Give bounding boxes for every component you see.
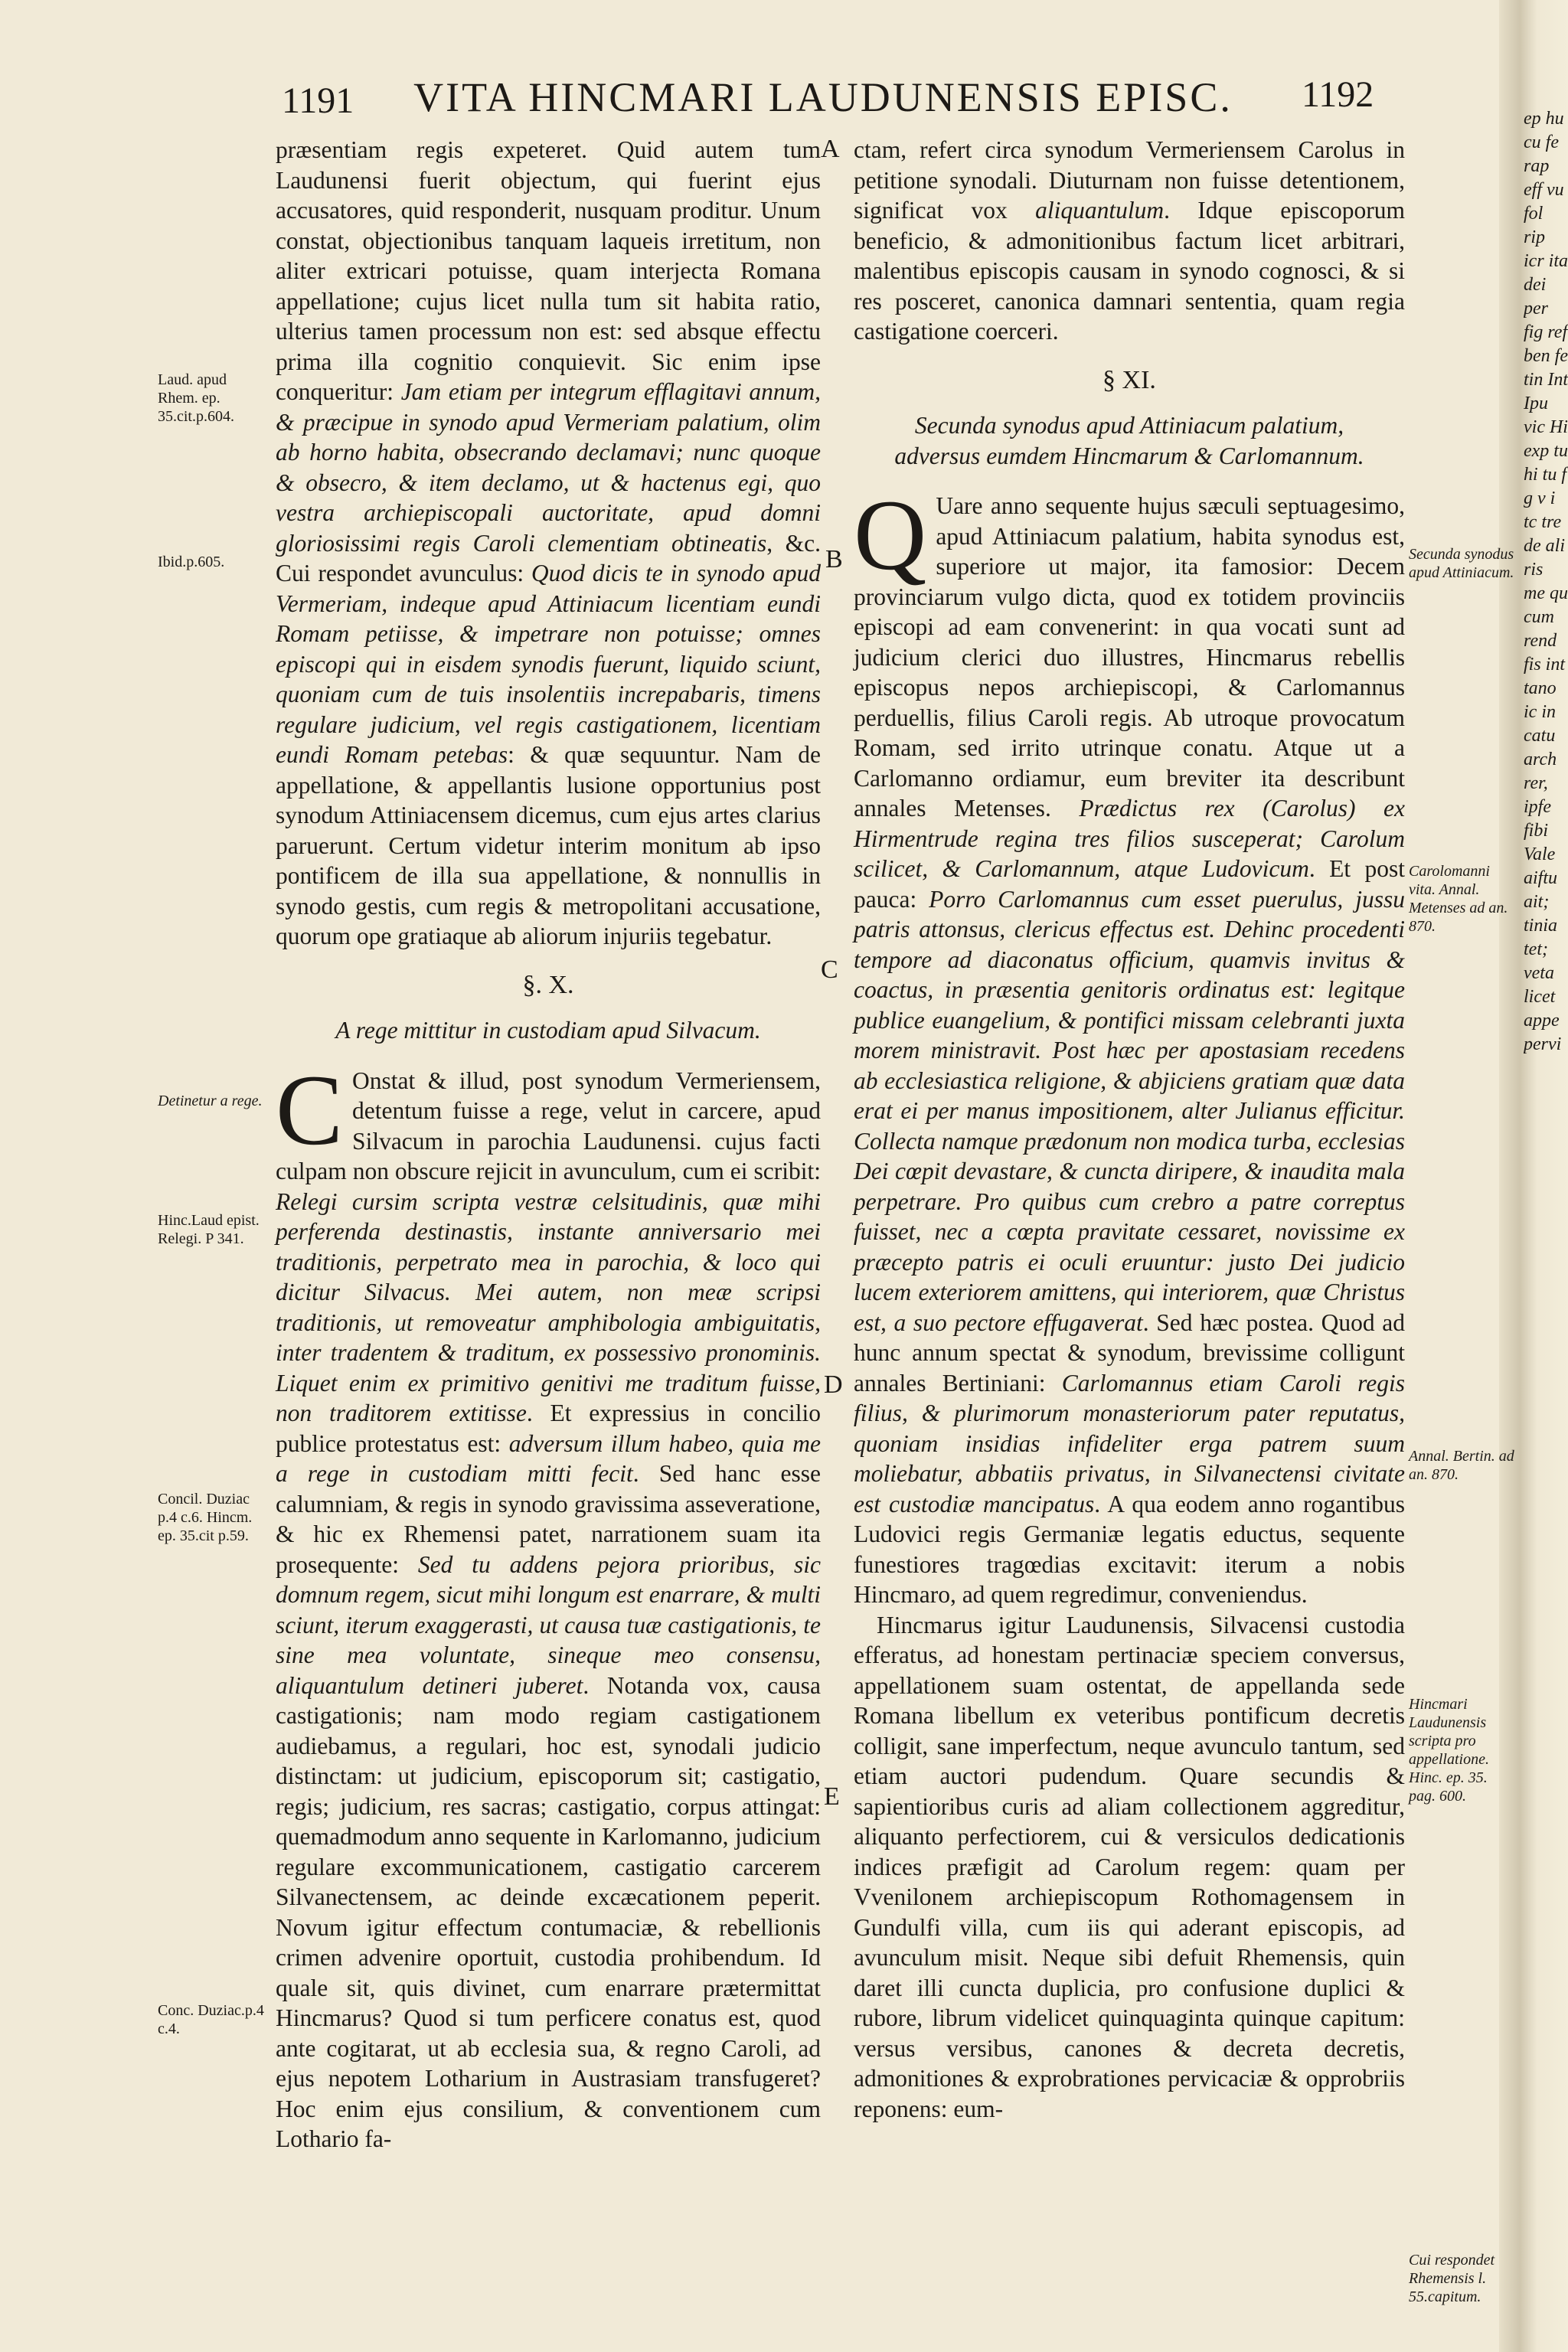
page-number-left: 1191 bbox=[282, 80, 354, 121]
section-letter-c: C bbox=[821, 956, 838, 984]
section-heading-xi: § XI. bbox=[1102, 365, 1156, 394]
page-number-right: 1192 bbox=[1302, 74, 1374, 115]
right-text-column bbox=[854, 135, 1405, 2124]
section-heading-x: §. X. bbox=[522, 970, 574, 999]
left-text-column bbox=[276, 135, 821, 2154]
margin-note-left-6: Conc. Duziac.p.4 c.4. bbox=[158, 2002, 264, 2037]
margin-note-left-2: Ibid.p.605. bbox=[158, 554, 225, 570]
right-paragraph-2: Q Uare anno sequente hujus sæculi septuagesimo, apud Attiniacum palatium, habita synodus est, superiore ut major, ita famosior: Decem provinciarum vulgo dicta, quod ex totidem provinciis episcopi ad eam convenerint: in qua vocati sunt ad judicium clerici duo illustres, Hincmarus rebellis episcopus nepos archiepiscopi, & Carlomannus perduellis, filius Caroli regis. Ab utroque provocatum Romam, sed irrito utrinque conatu. Atque ut a Carlomanno ordiamur, eum breviter ita describunt annales Metenses. Prædictus rex (Carolus) ex Hirmentrude regina tres filios susceperat; Carolum scilicet, & Carlomannum, atque Ludovicum. Et post pauca: Porro Carlomannus cum esset puerulus, jussu patris attonsus, clericus effectus est. Dehinc procedenti tempore ad diaconatus officium, quamvis invitus & coactus, in præsentia genitoris ordinatus est: legitque publice euangelium, & pontifici missam celebranti juxta morem ministravit. Post hæc per apostasiam recedens ab ecclesiastica religione, & abjiciens gratiam quæ data erat ei per manus impositionem, alter Julianus efficitur. Collecta namque prædonum non modica turba, ecclesias Dei cœpit devastare, & cuncta diripere, & inaudita mala perpetrare. Pro quibus cum crebro a patre correptus fuisset, nec a cœpta pravitate cessaret, novissime ex præcepto patris ei oculi eruuntur: justo Dei judicio lucem exteriorem amittens, qui interiorem, quæ Christus est, a suo pectore effugaverat. Sed hæc postea. Quod ad hunc annum spectat & synodum, brevissime colligunt annales Bertiniani: Carlomannus etiam Caroli regis filius, & plurimorum monasteriorum pater reputatus, quoniam insidias infideliter erga patrem suum moliebatur, abbatiis privatus, in Silvanectensi civitate est custodiæ mancipatus. A qua eodem anno rogantibus Ludovici regis Germaniæ legatis eductus, sequente funestiores tragœdias excitavit: iterum a nobis Hincmaro, ad quem regredimur, conveniendus. bbox=[854, 479, 1405, 1608]
drop-cap-q: Q bbox=[854, 479, 927, 591]
drop-cap-c: C bbox=[276, 1053, 344, 1166]
margin-note-left-3: Detinetur a rege. bbox=[158, 1093, 263, 1109]
section-letter-b: B bbox=[825, 545, 843, 573]
section-letter-e: E bbox=[824, 1782, 840, 1811]
right-paragraph-1: ctam, refert circa synodum Vermeriensem Carolus in petitione synodali. Diuturnam non fuisse detentionem, significat vox aliquantulum. Idque episcoporum beneficio, & admonitionibus factum licet arbitrari, malentibus episcopis causam in synodo cognosci, & si res posceret, canonica damnari sententia, quam regia castigatione coerceri. bbox=[854, 136, 1406, 345]
margin-note-right-5: Cui respondet Rhemensis l. 55.capitum. bbox=[1409, 2252, 1495, 2305]
left-paragraph-1: præsentiam regis expeteret. Quid autem tum Laudunensi fuerit objectum, qui fuerint ejus accusatores, quid responderit, nusquam proditur. Unum constat, objectionibus tanquam laqueis irretitum, non aliter extricari potuisse, quam interjecta Romana appellatione; cujus licet nulla tum sit habita ratio, ulterius tamen processum non est: sed absque effectu prima illa cognitio conquievit. Sic enim ipse conqueritur: Jam etiam per integrum efflagitavi annum, & præcipue in synodo apud Vermeriam palatium, olim ab horno habita, obsecrando declamavi; nunc quoque & obsecro, & item declamo, ut & hactenus egi, quo vestra archiepiscopali auctoritate, apud domni gloriosissimi regis Caroli clementiam obtineatis, &c. Cui respondet avunculus: Quod dicis te in synodo apud Vermeriam, indeque apud Attiniacum licentiam eundi Romam petiisse, & impetrare non potuisse; omnes episcopi qui in eisdem synodis fuerunt, liquido sciunt, quoniam cum de tuis insolentiis increpabaris, timens regulare judicium, vel regis castigationem, licentiam eundi Romam petebas: & quæ sequuntur. Nam de appellatione, & appellantis lusione opportunius post synodum Attiniacensem dicemus, cum ejus artes clarius paruerunt. Certum videtur interim monitum ab ipso pontificem de illa sua appellatione, & nonnullis in synodo gestis, cum regis & metropolitani accusatione, quorum ope gratiaque ab aliorum injuriis tegebatur. bbox=[276, 136, 822, 949]
margin-note-right-2: Carolomanni vita. Annal. Metenses ad an. 870. bbox=[1409, 863, 1508, 935]
margin-note-right-1: Secunda synodus apud Attiniacum. bbox=[1409, 546, 1514, 581]
right-paragraph-3: Hincmarus igitur Laudunensis, Silvacensi custodia efferatus, ad honestam pertinaciæ speciem conversus, appellationem suam ostentat, de appellanda sede Romana libellum ex veteribus pontificum decretis colligit, sane imperfectum, neque avunculo tantum, sed etiam auctori pudendum. Quare secundis & sapientioribus curis ad aliam collectionem aggreditur, aliquanto perfectiorem, cui & versiculos dedicationis indices præfigit ad Carolum regem: quam per Vvenilonem archiepiscopum Rothomagensem in Gundulfi villa, cum iis qui aderant episcopis, ad avunculum misit. Neque sibi defuit Rhemensis, quin daret illi cuncta duplicia, pro confusione duplici & rubore, librum videlicet quinquaginta quinque capitum: versus versibus, canones & decreta decretis, admonitiones & exprobrationes pervicaciæ & opprobriis reponens: eum- bbox=[854, 1611, 1405, 2122]
section-title-x: A rege mittitur in custodiam apud Silvacum. bbox=[335, 1017, 761, 1044]
facing-page-edge-text: ep hu cu fe rap eff vu fol rip icr ita dei per fig ref ben fe tin Int Ipu vic Hi exp tu hi tu f g v i tc tre de ali ris me qu cum rend fis int tano ic in catu arch rer, ipfe fibi Vale aiftu ait; tinia tet; veta licet appe pervi bbox=[1524, 109, 1568, 1054]
margin-note-right-3: Annal. Bertin. ad an. 870. bbox=[1409, 1448, 1514, 1483]
margin-note-right-4: Hincmari Laudunensis scripta pro appellatione. Hinc. ep. 35. pag. 600. bbox=[1409, 1696, 1489, 1805]
left-paragraph-2: C Onstat & illud, post synodum Vermeriensem, detentum fuisse a rege, velut in carcere, apud Silvacum in parochia Laudunensi. cujus facti culpam non obscure rejicit in avunculum, cum ei scribit: Relegi cursim scripta vestræ celsitudinis, quæ mihi perferenda destinastis, instante anniversario mei traditionis, perpetrato mea in parochia, & loco qui dicitur Silvacus. Mei autem, non meæ scripsi traditionis, ut removeatur amphibologia ambiguitatis, inter tradentem & traditum, ex possessivo pronominis. Liquet enim ex primitivo genitivi me traditum fuisse, non traditorem extitisse. Et expressius in concilio publice protestatus est: adversum illum habeo, quia me a rege in custodiam mitti fecit. Sed hanc esse calumniam, & regis in synodo gravissima asseveratione, & hic ex Rhemensi patet, narrationem suam ita prosequente: Sed tu addens pejora prioribus, sic domnum regem, sicut mihi longum est enarrare, & multi sciunt, iterum exaggerasti, ut causa tuæ castigationis, te sine mea voluntate, sineque meo consensu, aliquantulum detineri juberet. Notanda vox, causa castigationis; nam modo regiam castigationem audiebamus, a regulari, hoc est, synodali judicio distinctam: ut judicium, episcoporum sit; castigatio, regis; judicium, res sacras; castigatio, corpus attingat: quemadmodum anno sequente in Karlomanno, judicium regulare excommunicationem, castigatio carcerem Silvanectensem, ac deinde excæcationem peperit. Novum igitur effectum contumaciæ, & rebellionis crimen advenire oportuit, custodia prohibendum. Id quale sit, quis divinet, cum enarrare prætermittat Hincmarus? Quod si tum perficere conatus est, quod ante cogitarat, ut ab ecclesia sua, & regno Caroli, ad ejus nepotem Lotharium in Austrasiam transfugeret? Hoc enim ejus consilium, & conventionem cum Lothario fa- bbox=[276, 1053, 822, 2152]
margin-note-left-4: Hinc.Laud epist. Relegi. P 341. bbox=[158, 1212, 260, 1247]
section-letter-d: D bbox=[824, 1370, 843, 1399]
running-title: VITA HINCMARI LAUDUNENSIS EPISC. bbox=[413, 74, 1233, 120]
margin-note-left-1: Laud. apud Rhem. ep. 35.cit.p.604. bbox=[158, 371, 234, 425]
section-title-xi: Secunda synodus apud Attiniacum palatium, adversus eumdem Hincmarum & Carlomannum. bbox=[894, 412, 1364, 469]
section-letter-a: A bbox=[821, 135, 840, 163]
margin-note-left-5: Concil. Duziac p.4 c.6. Hincm. ep. 35.cit p.59. bbox=[158, 1491, 253, 1544]
